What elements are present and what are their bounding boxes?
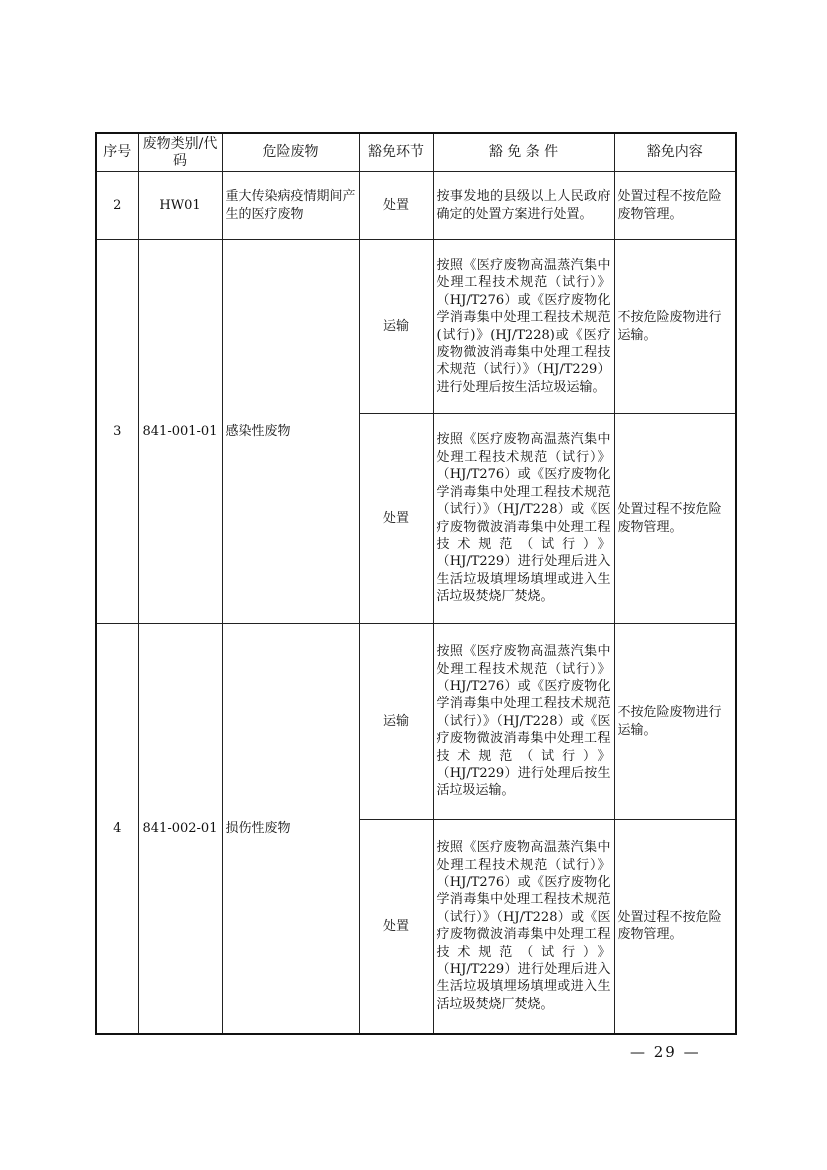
header-exempt-condition: 豁 免 条 件	[433, 133, 614, 172]
row-condition: 按照《医疗废物高温蒸汽集中处理工程技术规范（试行）》（HJ/T276）或《医疗废物化学消毒集中处理工程技术规范（试行）》（HJ/T228）或《医疗废物微波消毒集中处理工程技术规范（试行）》（HJ/T229）进行处理后进入生活垃圾填埋场填埋或进入生活垃圾焚烧厂焚烧。	[433, 414, 614, 624]
row-waste-code: HW01	[138, 172, 222, 240]
row-index: 3	[96, 240, 138, 624]
header-exempt-content: 豁免内容	[614, 133, 736, 172]
row-condition: 按事发地的县级以上人民政府确定的处置方案进行处置。	[433, 172, 614, 240]
row-content: 处置过程不按危险废物管理。	[614, 820, 736, 1034]
row-content: 不按危险废物进行运输。	[614, 624, 736, 820]
row-index: 2	[96, 172, 138, 240]
row-index: 4	[96, 624, 138, 1034]
header-index: 序号	[96, 133, 138, 172]
row-stage: 运输	[359, 624, 433, 820]
row-stage: 处置	[359, 414, 433, 624]
row-waste-code: 841-002-01	[138, 624, 222, 1034]
row-condition: 按照《医疗废物高温蒸汽集中处理工程技术规范（试行）》（HJ/T276）或《医疗废物化学消毒集中处理工程技术规范（试行）》（HJ/T228）或《医疗废物微波消毒集中处理工程技术规范（试行）》（HJ/T229）进行处理后进入生活垃圾填埋场填埋或进入生活垃圾焚烧厂焚烧。	[433, 820, 614, 1034]
table-header-row	[96, 133, 736, 172]
row-content: 处置过程不按危险废物管理。	[614, 414, 736, 624]
row-waste-name: 重大传染病疫情期间产生的医疗废物	[222, 172, 359, 240]
row-waste-code: 841-001-01	[138, 240, 222, 624]
header-waste-code: 废物类别/代码	[138, 133, 222, 172]
row-waste-name: 损伤性废物	[222, 624, 359, 1034]
row-stage: 处置	[359, 172, 433, 240]
row-condition: 按照《医疗废物高温蒸汽集中处理工程技术规范（试行）》（HJ/T276）或《医疗废物化学消毒集中处理工程技术规范（试行）》（HJ/T228）或《医疗废物微波消毒集中处理工程技术规范（试行）》（HJ/T229）进行处理后按生活垃圾运输。	[433, 624, 614, 820]
table-row	[96, 624, 736, 820]
exemption-table	[95, 132, 737, 1035]
page-number: — 29 —	[630, 1043, 701, 1061]
table-row	[96, 240, 736, 414]
row-content: 处置过程不按危险废物管理。	[614, 172, 736, 240]
row-condition: 按照《医疗废物高温蒸汽集中处理工程技术规范（试行）》（HJ/T276）或《医疗废物化学消毒集中处理工程技术规范(试行)》(HJ/T228)或《医疗废物微波消毒集中处理工程技术规范（试行）》（HJ/T229）进行处理后按生活垃圾运输。	[433, 240, 614, 414]
header-hazardous-waste: 危险废物	[222, 133, 359, 172]
table-row	[96, 172, 736, 240]
row-content: 不按危险废物进行运输。	[614, 240, 736, 414]
row-stage: 运输	[359, 240, 433, 414]
row-stage: 处置	[359, 820, 433, 1034]
header-exempt-stage: 豁免环节	[359, 133, 433, 172]
row-waste-name: 感染性废物	[222, 240, 359, 624]
